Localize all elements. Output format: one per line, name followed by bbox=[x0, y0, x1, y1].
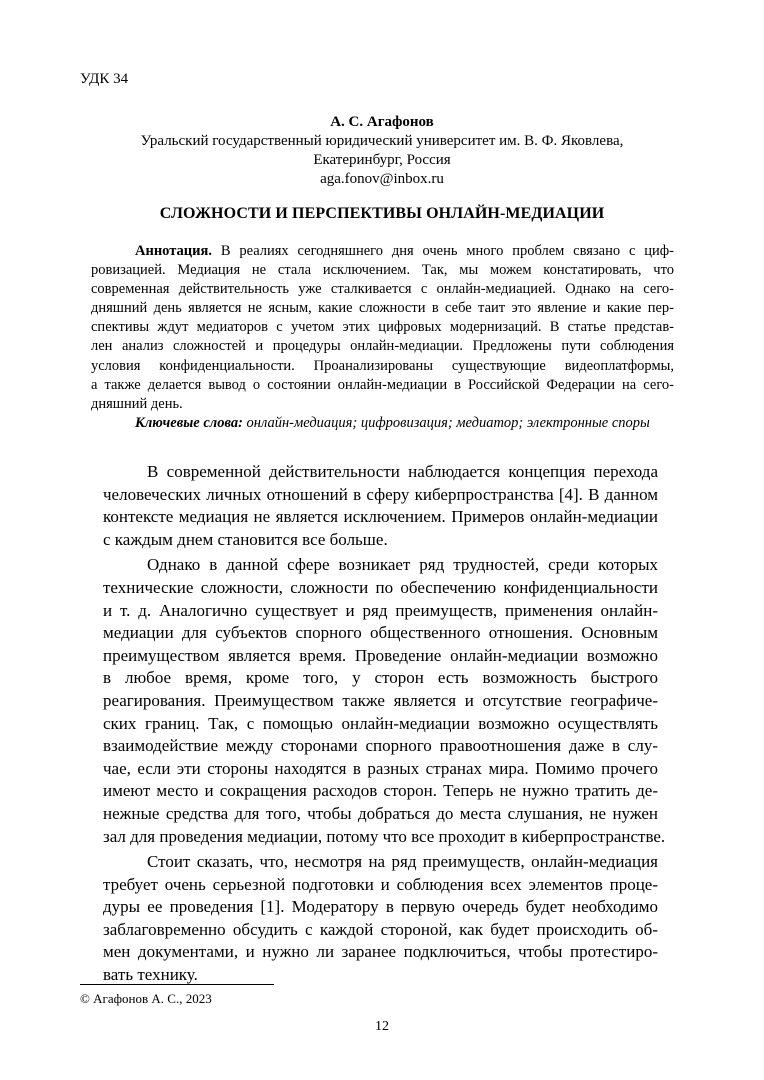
body-line: ских границ. Так, с помощью онлайн-медиации возможно осуществлять bbox=[103, 713, 658, 733]
body-line: чае, если эти стороны находятся в разных странах мира. Помимо прочего bbox=[103, 758, 658, 778]
body-line: реагирования. Преимуществом также является и отсутствие географиче- bbox=[103, 690, 658, 710]
body-line: дуры ее проведения [1]. Модератору в первую очередь будет необходимо bbox=[103, 897, 658, 917]
body-line: Однако в данной сфере возникает ряд трудностей, среди которых bbox=[147, 555, 658, 575]
body-line: заблаговременно обсудить с каждой стороной, как будет происходить об- bbox=[103, 919, 658, 939]
abstract-line: ровизацией. Медиация не стала исключением. Так, мы можем констатировать, что bbox=[91, 262, 674, 279]
body-line: контексте медиация не является исключением. Примеров онлайн-медиации bbox=[103, 507, 658, 527]
keywords-line bbox=[91, 414, 674, 433]
keywords-text: онлайн-медиация; цифровизация; медиатор; электронные споры bbox=[242, 414, 650, 431]
body-line: имеют место и сокращения расходов сторон. Теперь не нужно тратить де- bbox=[103, 781, 658, 801]
body-line: В современной действительности наблюдается концепция перехода bbox=[147, 462, 658, 481]
body-line: зал для проведения медиации, потому что все проходит в киберпространстве. bbox=[103, 826, 666, 846]
body-line: медиации для субъектов спорного общественного отношения. Основным bbox=[103, 623, 658, 643]
body-line: взаимодействие между сторонами спорного правоотношения даже в слу- bbox=[103, 736, 658, 756]
body-line: технические сложности, сложности по обеспечению конфиденциальности bbox=[103, 577, 658, 597]
copyright-footnote: © Агафонов А. С., 2023 bbox=[80, 991, 212, 1006]
paragraph bbox=[103, 554, 666, 848]
abstract-line: дняшний день является не ясным, какие сложности в себе таит это явление и какие пер- bbox=[91, 300, 674, 317]
abstract-line: дняшний день. bbox=[91, 395, 183, 412]
abstract-first-line-text: В реалиях сегодняшнего дня очень много проблем связано с циф- bbox=[211, 243, 674, 259]
paragraph bbox=[103, 851, 658, 987]
abstract-line: спективы ждут медиаторов с учетом этих цифровых модернизаций. В статье представ- bbox=[91, 319, 674, 336]
body-line: человеческих личных отношений в сферу киберпространства [4]. В данном bbox=[103, 484, 658, 504]
abstract-label: Аннотация. bbox=[135, 243, 212, 259]
body-line: преимуществом является время. Проведение онлайн-медиации возможно bbox=[103, 645, 658, 665]
body-line: мен документами, и нужно ли заранее подключиться, чтобы протестиро- bbox=[103, 942, 658, 962]
author-affiliation: Уральский государственный юридический университет им. В. Ф. Яковлева, bbox=[140, 133, 624, 149]
body-line: Стоит сказать, что, несмотря на ряд преимуществ, онлайн-медиация bbox=[147, 852, 658, 872]
author-city: Екатеринбург, Россия bbox=[313, 152, 451, 168]
abstract-first-line bbox=[91, 242, 674, 261]
body-line: в любое время, кроме того, у сторон есть возможность быстрого bbox=[103, 668, 658, 688]
page-number: 12 bbox=[375, 1019, 389, 1034]
paper-title: СЛОЖНОСТИ И ПЕРСПЕКТИВЫ ОНЛАЙН-МЕДИАЦИИ bbox=[159, 205, 605, 222]
body-line: и т. д. Аналогично существует и ряд преимуществ, применения онлайн- bbox=[103, 600, 658, 620]
footnote-divider bbox=[80, 984, 274, 985]
author-block bbox=[80, 113, 684, 189]
body-text bbox=[103, 461, 666, 987]
keywords-label: Ключевые слова: bbox=[135, 414, 243, 431]
body-line: требует очень серьезной подготовки и соблюдения всех элементов проце- bbox=[103, 874, 658, 894]
body-line: вать технику. bbox=[103, 965, 198, 985]
abstract-line: а также делается вывод о состоянии онлайн-медиации в Российской Федерации на сего- bbox=[91, 376, 674, 393]
paragraph bbox=[103, 461, 658, 551]
author-name: А. С. Агафонов bbox=[330, 114, 434, 130]
abstract bbox=[91, 242, 674, 433]
abstract-line: условия конфиденциальности. Проанализированы существующие видеоплатформы, bbox=[91, 357, 674, 374]
body-line: нежные средства для того, чтобы добраться до места слушания, не нужен bbox=[103, 803, 658, 823]
body-line: с каждым днем становится все больше. bbox=[103, 529, 388, 549]
abstract-line: современная действительность уже сталкивается с онлайн-медиацией. Однако на сего- bbox=[91, 281, 674, 298]
udk-code: УДК 34 bbox=[80, 71, 129, 87]
abstract-line: лен анализ сложностей и процедуры онлайн-медиации. Предложены пути соблюдения bbox=[91, 338, 674, 355]
author-email: aga.fonov@inbox.ru bbox=[320, 171, 444, 187]
